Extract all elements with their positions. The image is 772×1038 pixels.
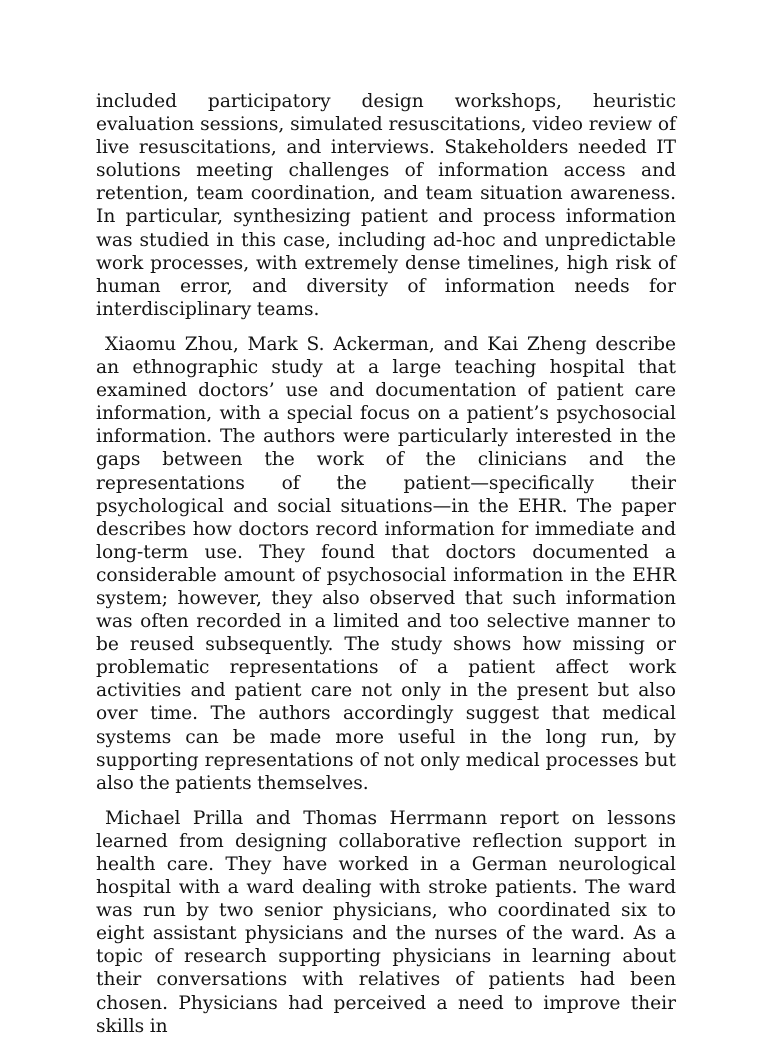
paragraph-zhou-ackerman-zheng: Xiaomu Zhou, Mark S. Ackerman, and Kai Zheng describe an ethnographic study at a large teaching hospital that examined doctors’ use and documentation of patient care information, with a special focus on a patient’s psychosocial information. The authors were particularly interested in the gaps between the work of the clinicians and the representations of the patient—specifically their psychological and social situations—in the EHR. The paper describes how doctors record information for immediate and long-term use. They found that doctors documented a considerable amount of psychosocial information in the EHR system; however, they also observed that such information was often recorded in a limited and too selective manner to be reused subsequently. The study shows how missing or problematic representations of a patient affect work activities and patient care not only in the present but also over time. The authors accordingly suggest that medical systems can be made more useful in the long run, by supporting representations of not only medical processes but also the patients themselves.	[96, 333, 676, 794]
page-body	[96, 90, 676, 1038]
paragraph-continued: included participatory design workshops, heuristic evaluation sessions, simulated resuscitations, video review of live resuscitations, and interviews. Stakeholders needed IT solutions meeting challenges of information access and retention, team coordination, and team situation awareness. In particular, synthesizing patient and process information was studied in this case, including ad-hoc and unpredictable work processes, with extremely dense timelines, high risk of human error, and diversity of information needs for interdisciplinary teams.	[96, 91, 676, 320]
paragraph-prilla-herrmann: Michael Prilla and Thomas Herrmann report on lessons learned from designing collaborative reflection support in health care. They have worked in a German neurological hospital with a ward dealing with stroke patients. The ward was run by two senior physicians, who coordinated six to eight assistant physicians and the nurses of the ward. As a topic of research supporting physicians in learning about their conversations with relatives of patients had been chosen. Physicians had perceived a need to improve their skills in	[96, 807, 676, 1037]
